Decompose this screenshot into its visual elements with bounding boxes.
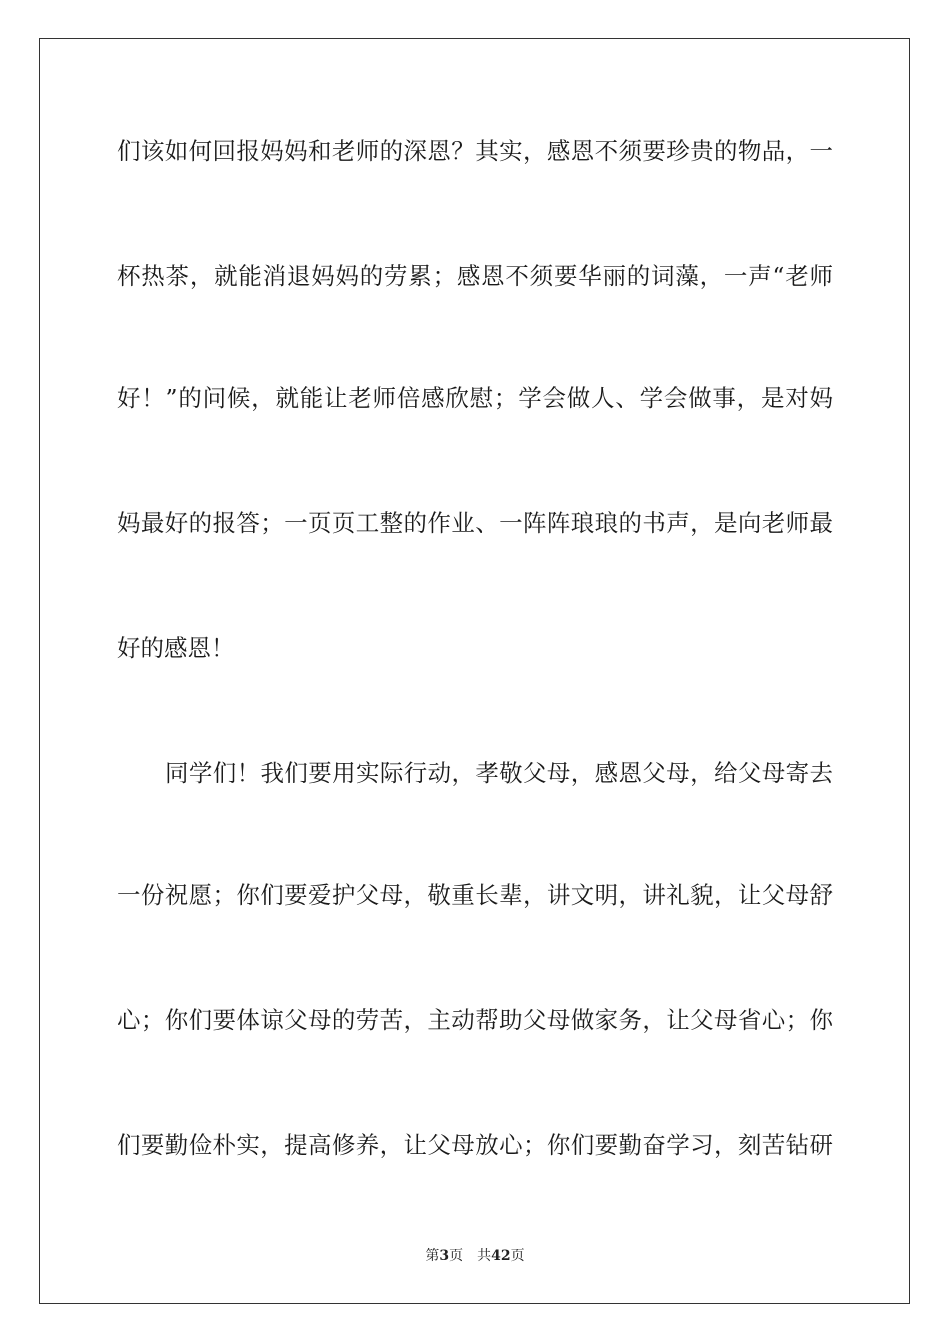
page-footer <box>0 1247 950 1265</box>
paragraph-line-4: 妈最好的报答；一页页工整的作业、一阵阵琅琅的书声，是向老师最 <box>117 509 833 537</box>
paragraph2-line-3: 心；你们要体谅父母的劳苦，主动帮助父母做家务，让父母省心；你 <box>117 1006 833 1034</box>
footer-page-number: 3 <box>439 1248 450 1264</box>
page-border <box>39 38 910 1304</box>
paragraph-line-5: 好的感恩！ <box>117 634 235 662</box>
paragraph2-line-1: 同学们！我们要用实际行动，孝敬父母，感恩父母，给父母寄去 <box>165 759 833 787</box>
paragraph2-line-4: 们要勤俭朴实，提高修养，让父母放心；你们要勤奋学习，刻苦钻研 <box>117 1131 833 1159</box>
footer-total-suffix: 页 <box>510 1248 525 1264</box>
footer-total-prefix: 共 <box>477 1248 492 1264</box>
paragraph-line-2: 杯热茶，就能消退妈妈的劳累；感恩不须要华丽的词藻，一声“老师 <box>117 262 833 290</box>
footer-total-pages: 42 <box>491 1248 511 1264</box>
paragraph-line-1: 们该如何回报妈妈和老师的深恩？其实，感恩不须要珍贵的物品，一 <box>117 137 833 165</box>
paragraph2-line-2: 一份祝愿；你们要爱护父母，敬重长辈，讲文明，讲礼貌，让父母舒 <box>117 881 833 909</box>
paragraph-line-3: 好！”的问候，就能让老师倍感欣慰；学会做人、学会做事，是对妈 <box>117 384 833 412</box>
footer-page-suffix: 页 <box>449 1248 464 1264</box>
footer-page-prefix: 第 <box>425 1248 440 1264</box>
